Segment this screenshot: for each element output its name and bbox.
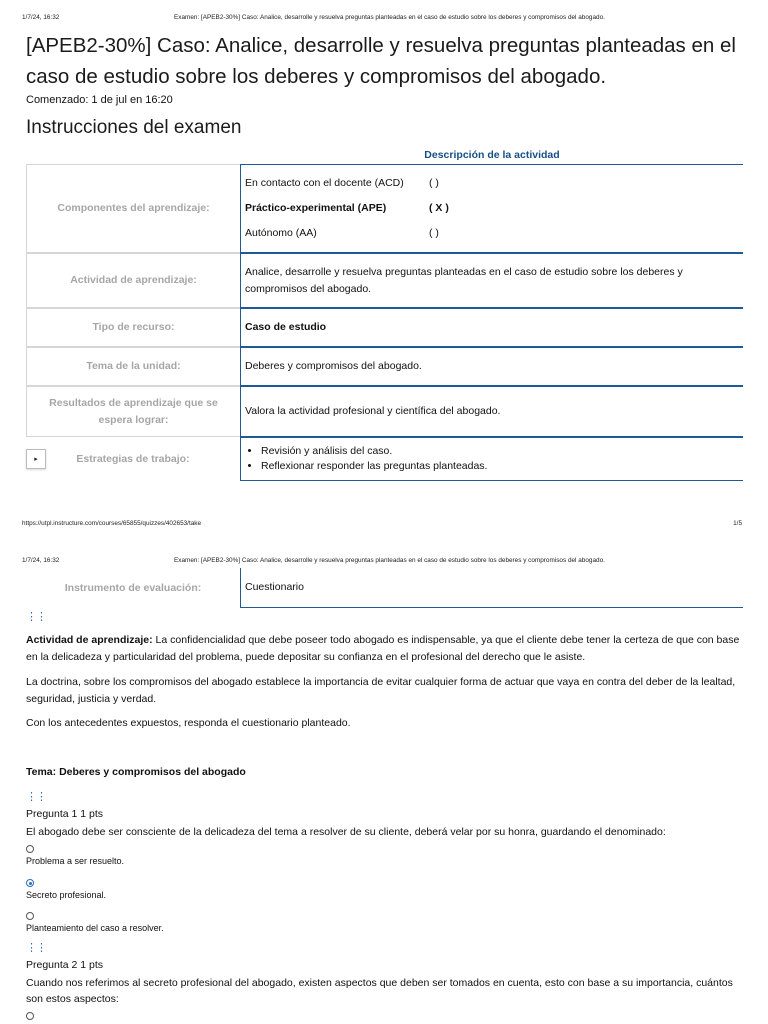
row-value: Caso de estudio	[240, 308, 743, 347]
component-mark: ( )	[429, 177, 439, 189]
component-mark: ( X )	[429, 202, 449, 214]
quiz-title: [APEB2-30%] Caso: Analice, desarrolle y resuelva preguntas planteadas en el caso de estudio sobre los deberes y compromisos del abogado.	[26, 34, 736, 88]
print-doc-title: Examen: [APEB2-30%] Caso: Analice, desarrolle y resuelva preguntas planteadas en el caso de estudio sobre los deberes y compromisos del abogado.	[174, 14, 605, 21]
component-acd	[245, 171, 739, 196]
instructions-heading: Instrucciones del examen	[26, 117, 242, 138]
drag-handle-icon[interactable]: ⋮⋮	[26, 791, 46, 803]
row-label: Tipo de recurso:	[26, 308, 240, 347]
table-heading: Descripción de la actividad	[424, 149, 560, 161]
print-url: https://utpl.instructure.com/courses/65855/quizzes/402653/take	[22, 520, 202, 527]
row-strategies	[26, 437, 743, 481]
doctrine-paragraph: La doctrina, sobre los compromisos del abogado establece la importancia de evitar cualquier forma de actuar que vaya en contra del deber de la lealtad, seguridad, justicia y verdad.	[26, 676, 736, 705]
row-value: Cuestionario	[240, 568, 743, 608]
topic-heading: Tema: Deberes y compromisos del abogado	[26, 766, 246, 778]
radio-option-1[interactable]	[26, 845, 34, 853]
quiz-started: Comenzado: 1 de jul en 16:20	[26, 94, 173, 106]
row-activity	[26, 253, 743, 308]
component-mark: ( )	[429, 227, 439, 239]
question-header: Pregunta 2 1 pts	[26, 959, 104, 971]
row-resource	[26, 308, 743, 347]
print-date: 1/7/24, 16:32	[22, 557, 60, 564]
print-header	[0, 14, 768, 28]
row-value	[240, 437, 743, 481]
list-item: • Reflexionar responder las preguntas planteadas.	[261, 459, 739, 474]
row-topic	[26, 347, 743, 386]
instruction-paragraph: Con los antecedentes expuestos, responda el cuestionario planteado.	[26, 717, 351, 729]
strategies-list	[245, 444, 739, 474]
list-item: • Revisión y análisis del caso.	[261, 444, 739, 459]
question-text: El abogado debe ser consciente de la delicadeza del tema a resolver de su cliente, deberá velar por su honra, guardando el denominado:	[26, 826, 666, 838]
print-footer	[0, 520, 768, 534]
component-name: Autónomo (AA)	[245, 227, 317, 239]
option-label: Planteamiento del caso a resolver.	[26, 923, 164, 933]
row-label: Estrategias de trabajo:	[76, 452, 190, 465]
activity-text: La confidencialidad que debe poseer todo abogado es indispensable, ya que el cliente debe tener la certeza de que con base en la delicadeza y particularidad del problema, puede depositar su confianza en el profesional del derecho que le asiste.	[26, 634, 740, 663]
row-instrument	[26, 568, 743, 608]
component-name: En contacto con el docente (ACD)	[245, 177, 404, 189]
row-value: Analice, desarrolle y resuelva preguntas planteadas en el caso de estudio sobre los deberes y compromisos del abogado.	[240, 253, 743, 308]
option-label: Problema a ser resuelto.	[26, 856, 125, 866]
row-components	[26, 164, 743, 253]
radio-option-1[interactable]	[26, 1012, 34, 1020]
activity-paragraph	[26, 632, 744, 666]
question-text: Cuando nos referimos al secreto profesional del abogado, existen aspectos que deben ser tomados en cuenta, esto con base a su importancia, cuántos son estos aspectos:	[26, 977, 733, 1005]
row-label: Componentes del aprendizaje:	[26, 164, 240, 253]
radio-option-2-selected[interactable]	[26, 879, 34, 887]
component-ape	[245, 196, 739, 221]
radio-option-3[interactable]	[26, 912, 34, 920]
row-results	[26, 386, 743, 437]
row-label: Tema de la unidad:	[26, 347, 240, 386]
row-value: Valora la actividad profesional y científica del abogado.	[240, 386, 743, 437]
drag-handle-icon[interactable]: ⋮⋮	[26, 942, 46, 954]
row-value	[240, 164, 743, 253]
row-label: Instrumento de evaluación:	[64, 581, 202, 594]
row-value: Deberes y compromisos del abogado.	[240, 347, 743, 386]
component-name: Práctico-experimental (APE)	[245, 202, 387, 214]
print-doc-title: Examen: [APEB2-30%] Caso: Analice, desarrolle y resuelva preguntas planteadas en el caso de estudio sobre los deberes y compromisos del abogado.	[174, 557, 605, 564]
print-page-number: 1/5	[733, 520, 742, 527]
expand-play-button[interactable]: ▸	[26, 449, 46, 469]
component-aa	[245, 221, 739, 246]
question-header: Pregunta 1 1 pts	[26, 808, 104, 820]
print-date: 1/7/24, 16:32	[22, 14, 60, 21]
option-label: Secreto profesional.	[26, 890, 107, 900]
row-label: Resultados de aprendizaje que se espera lograr:	[26, 386, 240, 437]
drag-handle-icon[interactable]: ⋮⋮	[26, 611, 46, 623]
activity-label: Actividad de aprendizaje:	[26, 634, 153, 646]
row-label: Actividad de aprendizaje:	[26, 253, 240, 308]
